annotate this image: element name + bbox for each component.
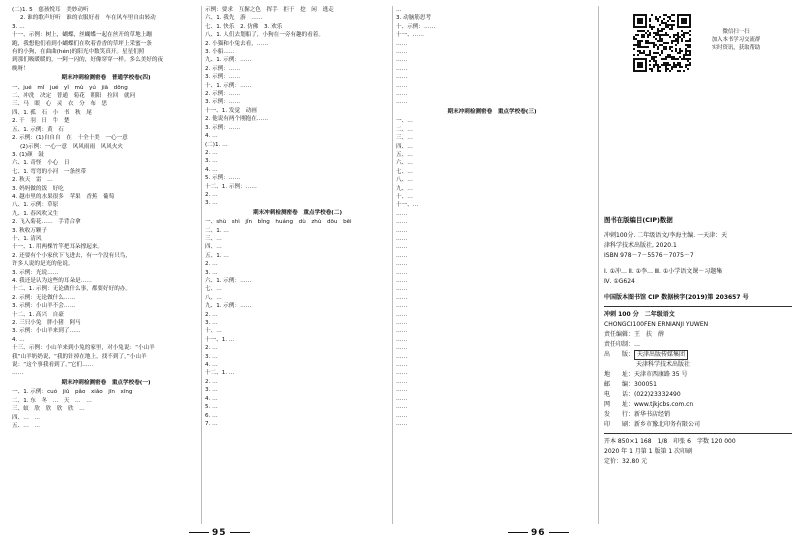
answer-line: …… xyxy=(396,294,408,301)
qr-caption-line: 加入本书学习交流群 xyxy=(711,37,761,43)
answer-line: 十一、…… xyxy=(396,32,424,39)
answer-line: 七、1. 快乐 2. 仿佛 3. 欢乐 xyxy=(205,23,283,30)
answer-line: 九、1. 示例：…… xyxy=(205,57,252,64)
publisher-line: 出 版： 天津出版传媒集团 xyxy=(604,350,792,360)
section-heading: 期末冲刺检测密卷 重点学校卷(二) xyxy=(252,209,343,216)
cip-block xyxy=(604,215,792,467)
answer-line: …… xyxy=(396,235,408,242)
answer-line: 有的小狗，在曲曲(hén)的阳光中数笑真开。星星们照 xyxy=(12,49,145,56)
answer-line: 四、… xyxy=(205,244,222,251)
answer-line: 十一、1. … xyxy=(205,336,235,343)
answer-line: 十二、1. 示例：…… xyxy=(205,183,257,190)
answer-line: 许多人说的是光的伦说。 xyxy=(12,261,74,268)
answer-line: 六、1. 我先 游 …… xyxy=(205,15,263,22)
answer-line: …… xyxy=(396,328,408,335)
answer-line: 说：“这个事我看到了。”它们…… xyxy=(12,362,94,369)
qr-caption-line: 微信扫一扫 xyxy=(722,29,750,35)
spec-line: 定价：32.80 元 xyxy=(604,458,648,465)
book-title: 冲刺 100 分 二年级语文 xyxy=(604,311,675,318)
answer-line: 2. 示例：无论做什么…… xyxy=(12,294,76,301)
answer-line: …… xyxy=(396,91,408,98)
answer-line: 2. 飞入菊花…… 手背合拿 xyxy=(12,219,81,226)
answer-line: 2. … xyxy=(205,378,218,385)
info-line: 电 话：(022)23332490 xyxy=(604,391,681,398)
answer-line: …… xyxy=(396,387,408,394)
answer-line: 2. 示例：(1)自自自 在 十全十美 一心一意 xyxy=(12,135,128,142)
answer-line: 二、冲洗 决定 普通 菊花 朝阳 拉回 就问 xyxy=(12,93,136,100)
answer-line: 2. 三只小兔 胖小猪 阿马 xyxy=(12,320,81,327)
answer-column-1 xyxy=(12,6,200,430)
answer-line: 一、shù shì jǐn bǐng huáng dù zhù dōu bēi xyxy=(205,219,352,226)
answer-line: 4. 我还是认为这些的耳朵是…… xyxy=(12,278,92,284)
answer-line: 八、… xyxy=(396,177,413,184)
page-number-left: 95 xyxy=(186,528,253,538)
answer-line: 一、… xyxy=(396,118,413,125)
answer-line: 八、… xyxy=(205,294,222,301)
answer-line: 3. … xyxy=(205,320,218,327)
editor-line: 责任编辑：王 扶 薛 xyxy=(604,331,665,338)
spec-line: 2020 年 1 月第 1 版第 1 次印刷 xyxy=(604,448,693,455)
answer-line: 4. … xyxy=(12,336,25,343)
answer-line: 6. … xyxy=(205,412,218,419)
answer-line: 5. 示例：…… xyxy=(205,175,241,182)
answer-line: 十、示例：…… xyxy=(396,23,436,30)
answer-line: 三、马 眼 心 灵 衣 分 布 思 xyxy=(12,101,108,108)
answer-line: …… xyxy=(396,378,408,385)
answer-line: 十三、示例：小山羊来到小兔的家里，对小兔说：“小山羊 xyxy=(12,345,155,352)
answer-line: 十二、1. 示例：无论做什么事，都要好好的办。 xyxy=(12,286,131,293)
answer-line: 十、1. 清风 xyxy=(12,235,42,242)
answer-line: 三、蚁 欣 欣 欣 欣 … xyxy=(12,406,85,413)
answer-line: 3. … xyxy=(205,387,218,394)
book-pinyin: CHONGCI100FEN ERNIANJI YUWEN xyxy=(604,321,709,328)
answer-line: …… xyxy=(396,74,408,81)
answer-line: 5. … xyxy=(205,404,218,411)
answer-line: 3. 示例：小山羊不会…… xyxy=(12,303,76,310)
answer-line: …… xyxy=(396,320,408,327)
answer-line: 五、… … xyxy=(12,422,40,429)
answer-line: 4. … xyxy=(205,362,218,369)
answer-line: 3. 示例：…… xyxy=(205,124,241,131)
qr-code-icon xyxy=(633,14,691,72)
qr-caption-line: 实时资讯，获取帮助 xyxy=(711,45,761,51)
answer-line: 七、1. 弯弯的小河 一条丝带 xyxy=(12,168,87,175)
answer-line: 2. 干 羽 日 牛 楚 xyxy=(12,118,70,125)
answer-line: 三、… xyxy=(396,135,413,142)
answer-line: …… xyxy=(12,370,24,377)
column-divider xyxy=(392,6,393,524)
answer-line: 八、1. 示例：草原 xyxy=(12,202,59,209)
answer-line: 晚呀！ xyxy=(12,65,29,72)
answer-line: …… xyxy=(396,404,408,411)
answer-line: 3. … xyxy=(205,200,218,207)
info-line: 网 址：www.tjkjcbs.com.cn xyxy=(604,401,694,408)
answer-line: 九、1. 春风吹又生 xyxy=(12,210,59,217)
answer-line: 十一、… xyxy=(396,202,419,209)
answer-line: …… xyxy=(396,353,408,360)
answer-line: 3. 动脑筋思考 xyxy=(396,15,432,22)
answer-line: 3. (1)颜 鼓 xyxy=(12,151,44,158)
answer-line: 一、1. 示例：cuó jiǔ pǎo xiǎo jīn xīng xyxy=(12,389,133,396)
answer-line: 2. 小猫和小兔去看，…… xyxy=(205,40,269,47)
answer-line: …… xyxy=(396,362,408,369)
answer-line: …… xyxy=(396,278,408,284)
answer-line: 十一、1. 用两棵竹竿把耳朵撑起来。 xyxy=(12,244,104,251)
answer-line: 八、1. 人们去划船了，小狗在一旁有趣的看着。 xyxy=(205,32,324,39)
page-number-right: 96 xyxy=(505,528,572,538)
answer-line: 十、… xyxy=(205,328,222,335)
answer-line: 一、jué mǐ jué yǐ mù yú jiā dōng xyxy=(12,84,128,91)
answer-line: 三、… xyxy=(205,235,222,242)
answer-line: …… xyxy=(396,65,408,72)
answer-line: 示例：要求 互握之色 挥手 拒于 挖 闲 逃走 xyxy=(205,7,334,13)
answer-line: …… xyxy=(396,252,408,259)
answer-column-2 xyxy=(205,6,390,428)
answer-line: 十一、1. 发觉 动画 xyxy=(205,107,257,114)
answer-line: 3. … xyxy=(205,353,218,360)
publisher: 天津出版传媒集团 xyxy=(634,350,688,360)
info-line: 地 址：天津市西康路 35 号 xyxy=(604,371,688,378)
answer-line: 二、1. … xyxy=(205,227,229,234)
answer-line: …… xyxy=(396,345,408,352)
section-heading: 期末冲刺检测密卷 普通学校卷(四) xyxy=(61,75,151,82)
answer-line: …… xyxy=(396,40,408,47)
cip-line: 冲刺100分. 二年级语文/李海主编. 一天津：天 xyxy=(604,232,728,239)
answer-line: 3. 示例：光说…… xyxy=(12,269,59,276)
cip-class: Ⅳ. ①G624 xyxy=(604,278,635,285)
answer-line: …… xyxy=(396,82,408,89)
answer-line: 7. … xyxy=(205,420,218,427)
answer-line: 2. 还要有个小家伙下飞进去，有一个没有只鸟， xyxy=(12,252,131,259)
section-heading: 期末冲刺检测密卷 重点学校卷(一) xyxy=(61,379,151,386)
answer-line: …… xyxy=(396,412,408,419)
answer-line: 2. … xyxy=(205,149,218,156)
answer-line: 二、… xyxy=(396,126,413,133)
answer-line: …… xyxy=(396,395,408,402)
answer-line: 四、… … xyxy=(12,414,40,421)
answer-column-3 xyxy=(396,6,588,428)
answer-line: 十二、1. … xyxy=(205,370,235,377)
cip-line: 津科学技术出版社, 2020.1 xyxy=(604,242,677,249)
answer-line: …… xyxy=(396,49,408,56)
answer-line: 3. 示例：小山羊来到了…… xyxy=(12,328,81,335)
answer-line: 二、1. 东 冬 … 天 … … xyxy=(12,397,92,404)
answer-line: 4. … xyxy=(205,395,218,402)
answer-line: …… xyxy=(396,370,408,377)
answer-line: 2. … xyxy=(205,311,218,318)
cip-class: Ⅰ. ①冲… Ⅱ. ①李… Ⅲ. ①小学语文课－习题集 xyxy=(604,268,723,275)
answer-line: 3. 小船…… xyxy=(205,49,235,56)
answer-line: 4. … xyxy=(205,166,218,173)
answer-line: …… xyxy=(396,286,408,293)
answer-line: 3. 秋收万颗子 xyxy=(12,227,48,234)
answer-line: … xyxy=(396,7,402,13)
answer-line: 十一、示例：树上，蝴蝶，丝蝴蝶一起在丝开的草地上蹦 xyxy=(12,32,152,39)
answer-line: 2. … xyxy=(205,345,218,352)
answer-line: 2. … xyxy=(205,191,218,198)
answer-line: 我“山羊奶奶说，“我的针掉在地上，找不到了，”小山羊 xyxy=(12,353,147,360)
answer-line: 七、… xyxy=(396,168,413,175)
cip-number: 中国版本图书馆 CIP 数据核字(2019)第 203657 号 xyxy=(604,294,749,301)
column-divider xyxy=(598,6,599,524)
answer-line: …… xyxy=(396,244,408,251)
info-line: 印 刷：新乡市豫北印务有限公司 xyxy=(604,421,701,428)
answer-line: …… xyxy=(396,99,408,106)
answer-line: …… xyxy=(396,219,408,226)
answer-line: …… xyxy=(396,261,408,268)
answer-line: 4. 越市里的水果很多 苹果 香蕉 葡萄 xyxy=(12,193,115,200)
answer-line: 2. 示例：…… xyxy=(205,91,241,98)
answer-line: 2. 秋天 雷 … xyxy=(12,177,53,184)
answer-line: 六、1. 奇怪 小心 日 xyxy=(12,160,70,167)
info-line: 邮 编：300051 xyxy=(604,381,657,388)
answer-line: 2. … xyxy=(205,261,218,268)
answer-line: 九、… xyxy=(396,185,413,192)
answer-line: 2. 谁的歌声好听 谁的衣服好看 车在风车里自由转动 xyxy=(20,15,156,22)
answer-line: 3. 示例：…… xyxy=(205,99,241,106)
answer-line: 到那们吸暖暖的，一阿一闪的，好像穿穿一样。多么美好的夜 xyxy=(12,57,164,64)
answer-line: 十二、1. 高兴 自豪 xyxy=(12,311,64,318)
answer-line: 3. 妈妈做的饭 好吃 xyxy=(12,185,64,192)
answer-line: 四、1. 孤 石 小 书 秋 尾 xyxy=(12,109,92,116)
answer-line: 2. 他说有两个刚抱在…… xyxy=(205,116,269,123)
answer-line: 九、1. 示例：…… xyxy=(205,303,252,310)
answer-line: …… xyxy=(396,57,408,64)
answer-line: 3. … xyxy=(12,23,25,30)
info-line: 发 行：新华书店经销 xyxy=(604,411,671,418)
answer-line: 3. … xyxy=(205,269,218,276)
answer-line: 2. 示例：…… xyxy=(205,65,241,72)
answer-line: 五、… xyxy=(396,151,413,158)
answer-line: 七、… xyxy=(205,286,222,293)
qr-caption xyxy=(691,28,781,52)
answer-line: …… xyxy=(396,227,408,234)
answer-line: 五、1. … xyxy=(205,252,229,259)
answer-line: 四、… xyxy=(396,143,413,150)
answer-line: …… xyxy=(396,336,408,343)
answer-line: 十、1. 示例：…… xyxy=(205,82,252,89)
answer-line: 五、1. 示例：黄 石 xyxy=(12,126,64,133)
answer-line: …… xyxy=(396,269,408,276)
answer-line: 六、1. 示例：…… xyxy=(205,278,252,284)
publisher2: 天津科学技术出版社 xyxy=(636,361,691,368)
answer-line: (二)1. 5 慈孩悦耳 美妙动听 xyxy=(12,7,89,13)
answer-line: (二)1. … xyxy=(205,141,228,148)
column-divider xyxy=(201,6,202,524)
answer-line: 六、… xyxy=(396,160,413,167)
answer-line: …… xyxy=(396,311,408,318)
editor-line: 责任印制：… xyxy=(604,341,641,348)
answer-line: …… xyxy=(396,210,408,217)
cip-title: 图书在版编目(CIP)数据 xyxy=(604,216,673,224)
answer-line: 跑，我想他们看到小蝴蝶们在吹着香香的草坪上采蜜一条 xyxy=(12,40,152,47)
spec-line: 开本 850×1 168 1/8 印张 6 字数 120 000 xyxy=(604,438,736,445)
answer-line: 十、… xyxy=(396,193,413,200)
answer-line: 3. … xyxy=(205,158,218,165)
answer-line: 3. 示例：…… xyxy=(205,74,241,81)
answer-line: 4. … xyxy=(205,133,218,140)
answer-line: …… xyxy=(396,303,408,310)
section-heading: 期末冲刺检测密卷 重点学校卷(三) xyxy=(447,108,537,115)
answer-line: …… xyxy=(396,420,408,427)
cip-line: ISBN 978－7－5576－7075－7 xyxy=(604,252,694,259)
answer-line: (2)示例：一心一意 风风雨雨 风风火火 xyxy=(20,143,124,150)
